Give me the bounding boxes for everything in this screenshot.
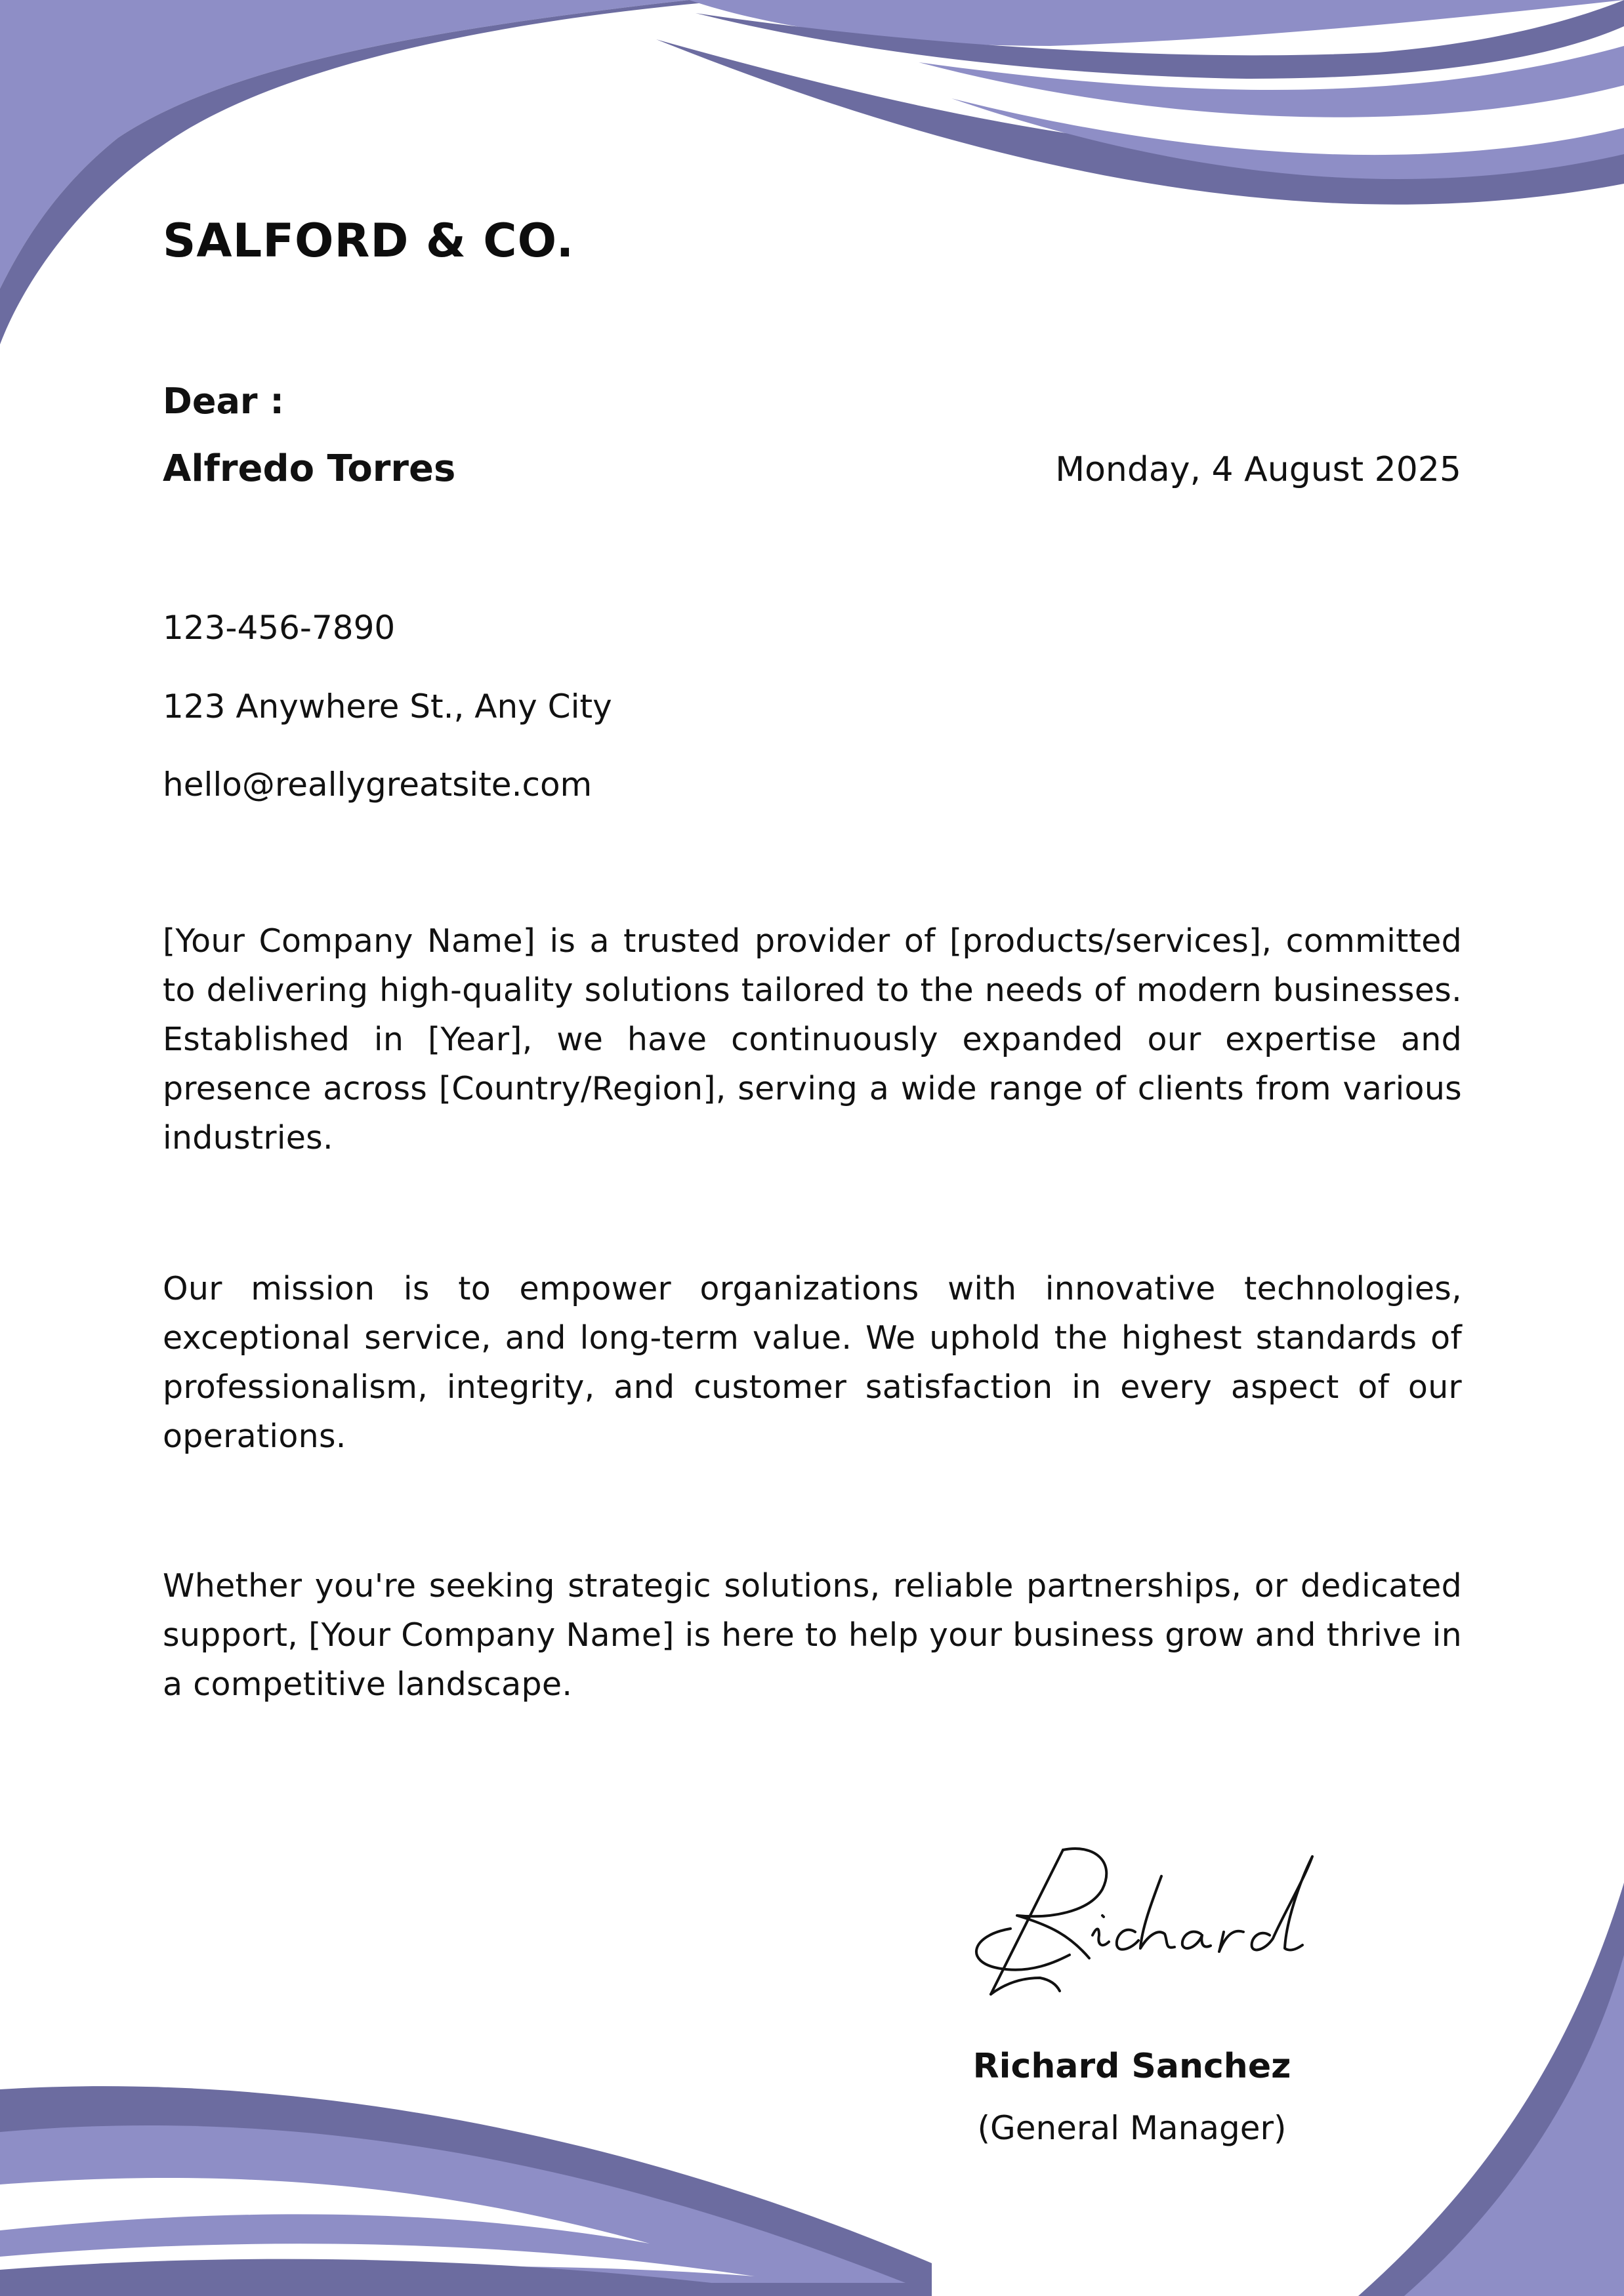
contact-address: 123 Anywhere St., Any City	[163, 687, 612, 726]
company-name: SALFORD & CO.	[163, 214, 575, 268]
letter-date: Monday, 4 August 2025	[1055, 450, 1461, 489]
body-paragraph-3: Whether you're seeking strategic solutions, reliable partnerships, or dedicated support, [Your Company Name] is here to help your business grow and thrive in a competitive landscape.	[163, 1567, 1462, 1703]
contact-phone: 123-456-7890	[163, 609, 396, 647]
signer-title: (General Manager)	[977, 2109, 1287, 2147]
bottom-right-wave-light	[1378, 1883, 1624, 2296]
contact-email: hello@reallygreatsite.com	[163, 766, 593, 804]
handwritten-signature	[945, 1837, 1339, 2007]
body-paragraph-2: Our mission is to empower organizations with innovative technologies, exceptional service, and long-term value. We uphold the highest standards of professionalism, integrity, and customer satisfaction in every aspect of our operations.	[163, 1270, 1462, 1455]
recipient-name: Alfredo Torres	[163, 447, 456, 490]
body-paragraph-1: [Your Company Name] is a trusted provider of [products/services], committed to delivering high-quality solutions tailored to the needs of modern businesses. Established in [Year], we have continuously expanded our expertise and presence across [Country/Region], serving a wide range of clients from various industries.	[163, 922, 1462, 1157]
salutation: Dear :	[163, 380, 284, 422]
signer-name: Richard Sanchez	[972, 2047, 1291, 2086]
